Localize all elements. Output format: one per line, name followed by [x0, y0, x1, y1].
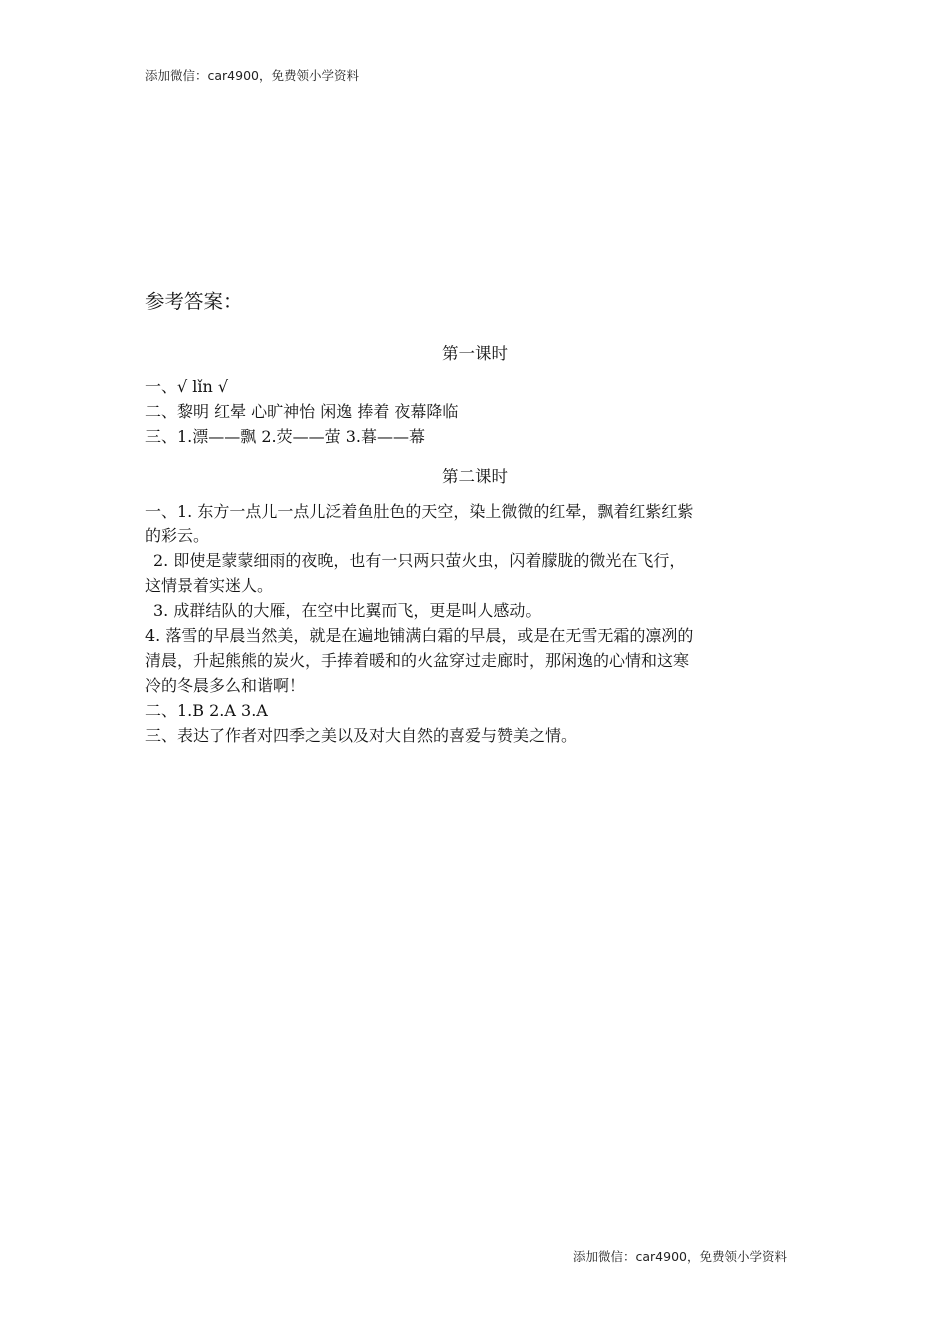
lesson2-answer-line: 冷的冬晨多么和谐啊！ [145, 676, 306, 695]
answer-key-heading: 参考答案： [145, 290, 243, 313]
lesson2-answer-line: 清晨，升起熊熊的炭火，手捧着暖和的火盆穿过走廊时，那闲逸的心情和这寒 [145, 651, 690, 670]
lesson2-title: 第二课时 [442, 467, 508, 486]
header-watermark-note: 添加微信：car4900，免费领小学资料 [145, 68, 359, 83]
lesson1-answer-line: 二、黎明 红晕 心旷神怡 闲逸 捧着 夜幕降临 [145, 402, 459, 421]
lesson1-answer-line: 一、√ lǐn √ [145, 377, 229, 396]
lesson2-answer-line: 这情景着实迷人。 [145, 576, 274, 595]
lesson1-answer-line: 三、1.漂——飘 2.荧——萤 3.暮——幕 [145, 427, 425, 446]
footer-watermark-note: 添加微信：car4900，免费领小学资料 [573, 1249, 787, 1264]
lesson2-answer-line: 二、1.B 2.A 3.A [145, 701, 268, 720]
lesson2-answer-line: 一、1. 东方一点儿一点儿泛着鱼肚色的天空，染上微微的红晕，飘着红紫红紫 [145, 502, 694, 521]
lesson2-answer-line: 3. 成群结队的大雁，在空中比翼而飞，更是叫人感动。 [153, 601, 542, 620]
lesson2-answer-line: 三、表达了作者对四季之美以及对大自然的喜爱与赞美之情。 [145, 726, 578, 745]
lesson2-answer-line: 4. 落雪的早晨当然美，就是在遍地铺满白霜的早晨，或是在无雪无霜的凛冽的 [145, 626, 694, 645]
lesson2-answer-line: 的彩云。 [145, 526, 210, 545]
lesson1-title: 第一课时 [442, 344, 508, 363]
lesson2-answer-line: 2. 即使是蒙蒙细雨的夜晚，也有一只两只萤火虫，闪着朦胧的微光在飞行， [153, 551, 686, 570]
